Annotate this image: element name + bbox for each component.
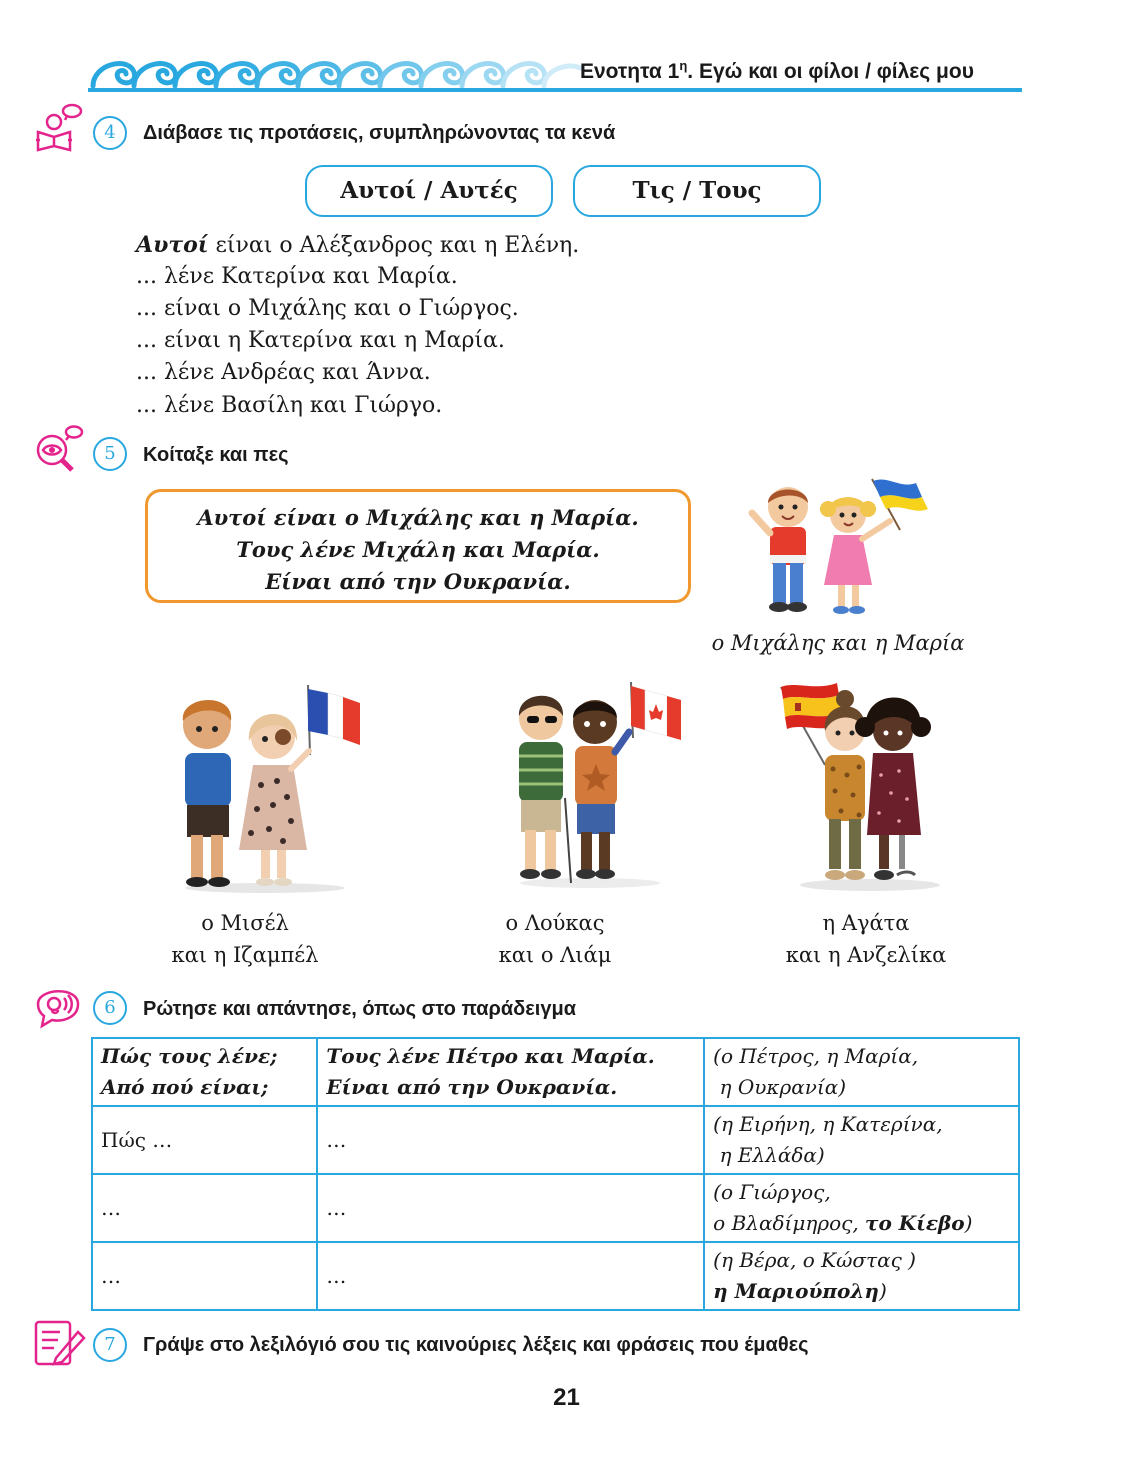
fill-sentence-2: ... είναι ο Μιχάλης και ο Γιώργος. bbox=[136, 296, 519, 321]
caption-pair-3 bbox=[755, 907, 977, 971]
answer-cell[interactable]: … bbox=[317, 1106, 704, 1174]
ukraine-flag bbox=[872, 479, 928, 530]
children-spain-illustration bbox=[775, 675, 955, 895]
word-option-box-1: Αυτοί / Αυτές bbox=[305, 165, 553, 217]
task7-instruction: Γράψε στο λεξιλόγιό σου τις καινούριες λέξεις και φράσεις που έμαθες bbox=[143, 1334, 809, 1356]
header-wave-ornament bbox=[88, 42, 588, 92]
caption-pair-2-line-2: και ο Λιάμ bbox=[498, 943, 612, 967]
answer-cell[interactable]: … bbox=[317, 1242, 704, 1310]
page-number: 21 bbox=[553, 1384, 580, 1411]
header-divider bbox=[88, 88, 1022, 92]
task-number-7: 7 bbox=[93, 1328, 127, 1362]
caption-pair-3-line-2: και η Ανζελίκα bbox=[785, 943, 947, 967]
task4-instruction: Διάβασε τις προτάσεις, συμπληρώνοντας τα κενά bbox=[143, 122, 616, 144]
reading-icon bbox=[34, 102, 88, 152]
example-line-1: Αυτοί είναι ο Μιχάλης και η Μαρία. bbox=[197, 505, 639, 530]
unit-title: Ενοτητα $1^\eta$. Εγώ και οι φίλοι / φίλες μου bbox=[580, 58, 974, 83]
france-flag bbox=[308, 685, 360, 755]
caption-pair-1 bbox=[135, 907, 355, 971]
word-option-box-2: Τις / Τους bbox=[573, 165, 821, 217]
example-line-3: Είναι από την Ουκρανία. bbox=[265, 569, 571, 594]
caption-pair-1-line-1: ο Μισέλ bbox=[201, 911, 289, 935]
magnifier-eye-icon bbox=[32, 424, 86, 474]
task6-instruction: Ρώτησε και απάντησε, όπως στο παράδειγμα bbox=[143, 998, 576, 1020]
children-france-illustration bbox=[165, 685, 365, 895]
answer-cell: Τους λένε Πέτρο και Μαρία. Είναι από την Ουκρανία. bbox=[317, 1038, 704, 1106]
hint-cell: (ο Πέτρος, η Μαρία, η Ουκρανία) bbox=[704, 1038, 1019, 1106]
speaking-icon bbox=[32, 980, 86, 1030]
caption-pair-2 bbox=[442, 907, 668, 971]
writing-icon bbox=[32, 1318, 86, 1368]
question-cell[interactable]: … bbox=[92, 1174, 317, 1242]
hint-cell: (η Βέρα, ο Κώστας ) η Μαριούπολη) bbox=[704, 1242, 1019, 1310]
table-row bbox=[92, 1106, 1019, 1174]
hint-cell: (ο Γιώργος, ο Βλαδίμηρος, το Κίεβο) bbox=[704, 1174, 1019, 1242]
caption-pair-1-line-2: και η Ιζαμπέλ bbox=[171, 943, 319, 967]
children-ukraine-illustration bbox=[740, 475, 930, 620]
question-cell[interactable]: Πώς … bbox=[92, 1106, 317, 1174]
question-cell: Πώς τους λένε; Από πού είναι; bbox=[92, 1038, 317, 1106]
fill-sentence-3: ... είναι η Κατερίνα και η Μαρία. bbox=[136, 328, 505, 353]
task5-instruction: Κοίταξε και πες bbox=[143, 444, 289, 466]
task-number-5: 5 bbox=[93, 437, 127, 471]
caption-pair-3-line-1: η Αγάτα bbox=[822, 911, 910, 935]
task-number-6: 6 bbox=[93, 991, 127, 1025]
hint-cell: (η Ειρήνη, η Κατερίνα, η Ελλάδα) bbox=[704, 1106, 1019, 1174]
task-number-4: 4 bbox=[93, 116, 127, 150]
dialog-table bbox=[91, 1037, 1020, 1311]
answer-cell[interactable]: … bbox=[317, 1174, 704, 1242]
table-row bbox=[92, 1174, 1019, 1242]
children-canada-illustration bbox=[495, 678, 690, 893]
caption-pair-2-line-1: ο Λούκας bbox=[505, 911, 605, 935]
question-cell[interactable]: … bbox=[92, 1242, 317, 1310]
table-row bbox=[92, 1038, 1019, 1106]
example-line-2: Τους λένε Μιχάλη και Μαρία. bbox=[236, 537, 600, 562]
caption-michalis-maria: ο Μιχάλης και η Μαρία bbox=[711, 631, 965, 655]
example-speech-box bbox=[145, 489, 691, 603]
canada-flag bbox=[631, 682, 681, 740]
fill-sentence-4: ... λένε Ανδρέας και Άννα. bbox=[136, 360, 431, 385]
table-row bbox=[92, 1242, 1019, 1310]
fill-sentence-5: ... λένε Βασίλη και Γιώργο. bbox=[136, 393, 443, 418]
fill-sentence-1: ... λένε Κατερίνα και Μαρία. bbox=[136, 264, 458, 289]
example-sentence: Αυτοί είναι ο Αλέξανδρος και η Ελένη. bbox=[136, 232, 580, 258]
